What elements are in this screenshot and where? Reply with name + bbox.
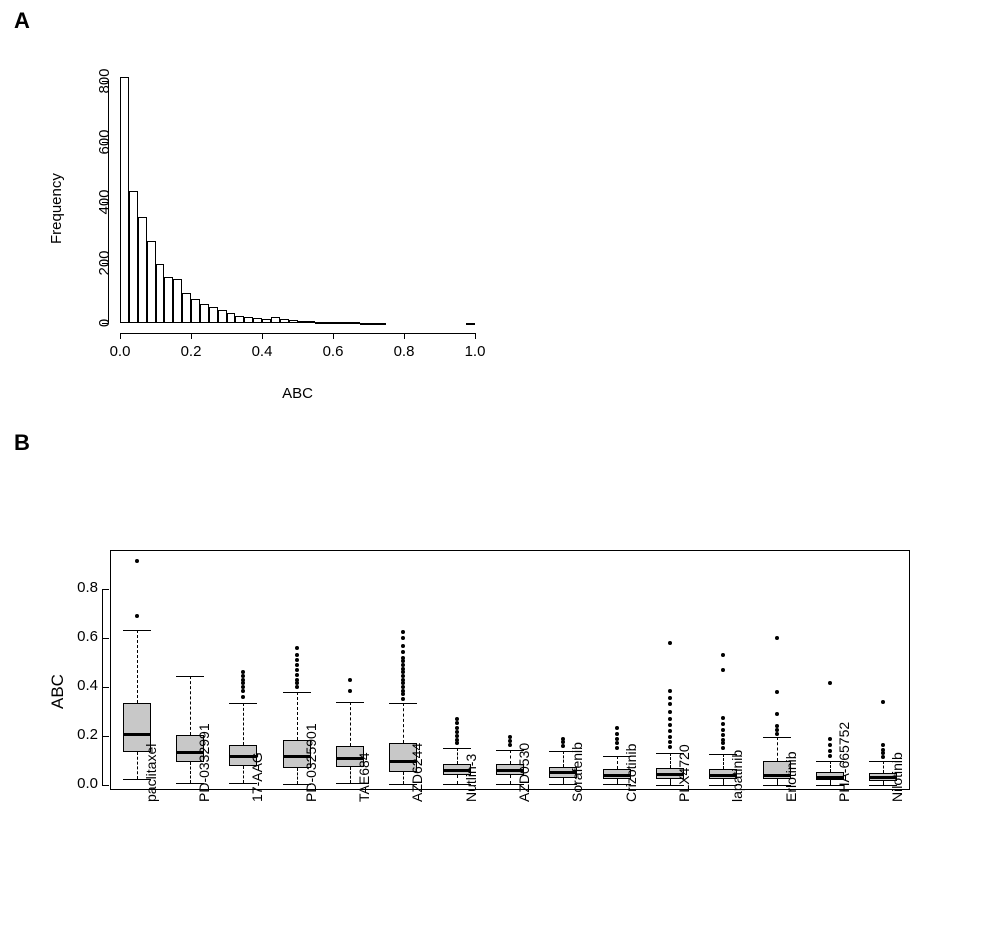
boxplot-whisker	[137, 752, 138, 779]
boxplot-y-tick-label: 0.6	[77, 628, 98, 646]
boxplot-category-label: lapatinib	[729, 749, 746, 802]
boxplot-category-label: TAE684	[356, 752, 372, 802]
boxplot-y-tick	[102, 687, 109, 688]
boxplot-outlier	[775, 732, 779, 736]
histogram-bar	[200, 304, 209, 323]
histogram-y-tick-label: 600	[96, 129, 113, 155]
histogram-bar	[280, 319, 289, 323]
boxplot-whisker	[670, 753, 671, 768]
boxplot-outlier	[615, 737, 619, 741]
boxplot-whisker	[403, 772, 404, 784]
histogram-bar	[173, 279, 182, 323]
histogram-y-tick-label: 800	[96, 68, 113, 94]
histogram-bar	[182, 293, 191, 323]
boxplot-y-axis-title: ABC	[48, 674, 67, 710]
panel-b-label: B	[14, 430, 30, 455]
histogram-bar	[244, 317, 253, 323]
histogram-bar	[466, 323, 475, 325]
histogram-y-tick-label: 0	[96, 318, 113, 328]
boxplot-median-line	[123, 733, 151, 736]
boxplot-outlier	[615, 732, 619, 736]
boxplot-y-tick	[102, 785, 109, 786]
histogram-y-tick-label: 200	[96, 250, 113, 276]
boxplot-outlier	[295, 673, 299, 677]
histogram-x-tick	[191, 333, 192, 339]
boxplot-outlier	[615, 726, 619, 730]
boxplot-whisker	[243, 703, 244, 745]
histogram-bar	[342, 322, 351, 324]
histogram-bar	[351, 322, 360, 324]
boxplot-category-label: 17-AAG	[249, 752, 266, 802]
boxplot-y-tick	[102, 589, 109, 590]
boxplot-whisker	[510, 750, 511, 765]
boxplot-outlier	[775, 636, 779, 640]
boxplot-outlier	[135, 614, 139, 618]
boxplot-whisker	[777, 737, 778, 760]
boxplot-y-tick-label: 0.0	[77, 775, 98, 793]
boxplot-outlier	[348, 689, 352, 693]
boxplot-outlier	[295, 663, 299, 667]
boxplot-whisker	[510, 775, 511, 784]
histogram-bar	[253, 318, 262, 323]
boxplot-outlier	[295, 653, 299, 657]
boxplot-outlier	[455, 717, 459, 721]
histogram-bar	[306, 321, 315, 323]
boxplot-whisker	[297, 768, 298, 784]
boxplot-outlier	[828, 749, 832, 753]
boxplot-outlier	[295, 678, 299, 682]
histogram-bar	[218, 310, 227, 323]
boxplot-whisker	[297, 692, 298, 740]
boxplot-outlier	[775, 712, 779, 716]
boxplot-whisker	[723, 754, 724, 769]
boxplot-whisker	[830, 761, 831, 772]
histogram-bar	[227, 313, 236, 323]
boxplot-category-label: PD-0325901	[302, 723, 319, 802]
histogram-x-tick	[120, 333, 121, 339]
boxplot-outlier	[295, 685, 299, 689]
boxplot-whisker	[403, 703, 404, 743]
histogram-bar	[298, 321, 307, 323]
boxplot-whisker	[883, 761, 884, 773]
histogram-x-tick	[404, 333, 405, 339]
boxplot-category-label: paclitaxel	[142, 743, 159, 802]
histogram-bar	[333, 322, 342, 324]
boxplot-outlier	[775, 724, 779, 728]
histogram-bar	[147, 241, 156, 323]
boxplot-y-tick-label: 0.8	[77, 579, 98, 597]
histogram-bar	[369, 323, 378, 325]
histogram-bar	[235, 316, 244, 323]
boxplot-outlier	[881, 748, 885, 752]
boxplot-outlier	[775, 690, 779, 694]
histogram-bar	[120, 77, 129, 323]
boxplot-outlier	[668, 689, 672, 693]
boxplot-category-label: PLX4720	[676, 744, 692, 802]
boxplot-outlier	[401, 650, 405, 654]
boxplot-outlier	[561, 737, 565, 741]
panel-a-label: A	[14, 8, 30, 33]
histogram-x-tick-label: 0.0	[109, 343, 131, 360]
boxplot-whisker-cap	[229, 703, 257, 704]
boxplot-category-label: Sorafenib	[569, 742, 586, 802]
boxplot-outlier	[455, 738, 459, 742]
boxplot-whisker	[350, 767, 351, 783]
boxplot-whisker-cap	[283, 692, 311, 693]
boxplot-y-tick	[102, 736, 109, 737]
boxplot-outlier	[668, 710, 672, 714]
boxplot-outlier	[455, 726, 459, 730]
boxplot-category-label: Nutlin-3	[462, 753, 479, 802]
histogram-bar	[377, 323, 386, 325]
boxplot-whisker	[457, 748, 458, 764]
histogram-bar	[164, 277, 173, 323]
boxplot-outlier	[348, 678, 352, 682]
histogram-bar	[209, 307, 218, 323]
histogram-x-axis-line	[120, 333, 475, 334]
boxplot-category-label: AZD0530	[516, 742, 532, 802]
boxplot-whisker	[190, 762, 191, 783]
histogram-y-tick-label: 400	[96, 189, 113, 215]
histogram-bar	[289, 320, 298, 323]
boxplot-category-label: PHA-665752	[836, 721, 852, 802]
boxplot-whisker-cap	[389, 703, 417, 704]
boxplot-whisker	[243, 766, 244, 783]
histogram-y-axis-title: Frequency	[48, 173, 65, 245]
histogram-x-tick-label: 0.8	[393, 343, 415, 360]
boxplot-category-label: AZD6244	[409, 742, 426, 802]
histogram-bar	[191, 299, 200, 323]
boxplot-outlier	[455, 734, 459, 738]
boxplot-y-axis-line	[102, 589, 103, 785]
boxplot-outlier	[828, 754, 832, 758]
boxplot-whisker	[617, 756, 618, 769]
histogram-x-tick-label: 0.4	[251, 343, 273, 360]
boxplot-whisker-cap	[443, 748, 471, 749]
boxplot-whisker-cap	[336, 702, 364, 703]
histogram-bar	[129, 191, 138, 323]
histogram-bar	[138, 217, 147, 323]
histogram-x-tick	[262, 333, 263, 339]
histogram-bar	[315, 322, 324, 324]
histogram-bar	[271, 317, 280, 323]
boxplot-y-tick	[102, 638, 109, 639]
histogram-x-tick	[475, 333, 476, 339]
histogram-x-tick-label: 0.6	[322, 343, 344, 360]
histogram-bar	[360, 323, 369, 325]
histogram-x-tick	[333, 333, 334, 339]
boxplot-outlier	[401, 644, 405, 648]
boxplot-outlier	[828, 737, 832, 741]
histogram-bar	[156, 264, 165, 323]
boxplot-whisker	[137, 630, 138, 703]
boxplot-outlier	[295, 668, 299, 672]
boxplot-whisker	[190, 676, 191, 735]
boxplot-whisker	[563, 751, 564, 767]
panel-a-histogram-chart	[0, 40, 560, 420]
boxplot-whisker	[350, 702, 351, 746]
histogram-x-tick-label: 0.2	[180, 343, 202, 360]
boxplot-y-tick-label: 0.4	[77, 677, 98, 695]
boxplot-whisker-cap	[176, 676, 204, 677]
boxplot-whisker-cap	[123, 630, 151, 631]
boxplot-category-label: Crizotinib	[622, 743, 639, 802]
boxplot-outlier	[508, 739, 512, 743]
boxplot-category-label: Erlotinib	[782, 751, 799, 802]
boxplot-whisker	[457, 775, 458, 784]
boxplot-category-label: Nilotinib	[889, 752, 906, 802]
boxplot-outlier	[828, 743, 832, 747]
boxplot-outlier	[668, 717, 672, 721]
boxplot-y-tick-label: 0.2	[77, 726, 98, 744]
boxplot-whisker-cap	[763, 737, 791, 738]
boxplot-outlier	[455, 721, 459, 725]
histogram-bar	[262, 319, 271, 323]
boxplot-outlier	[295, 658, 299, 662]
boxplot-category-label: PD-0332991	[196, 723, 212, 802]
histogram-x-axis-title: ABC	[282, 385, 313, 402]
boxplot-outlier	[295, 646, 299, 650]
boxplot-outlier	[775, 728, 779, 732]
panel-b-boxplot-chart	[0, 470, 1000, 948]
histogram-x-tick-label: 1.0	[464, 343, 486, 360]
boxplot-outlier	[508, 743, 512, 747]
boxplot-outlier	[135, 559, 139, 563]
histogram-bar	[324, 322, 333, 324]
